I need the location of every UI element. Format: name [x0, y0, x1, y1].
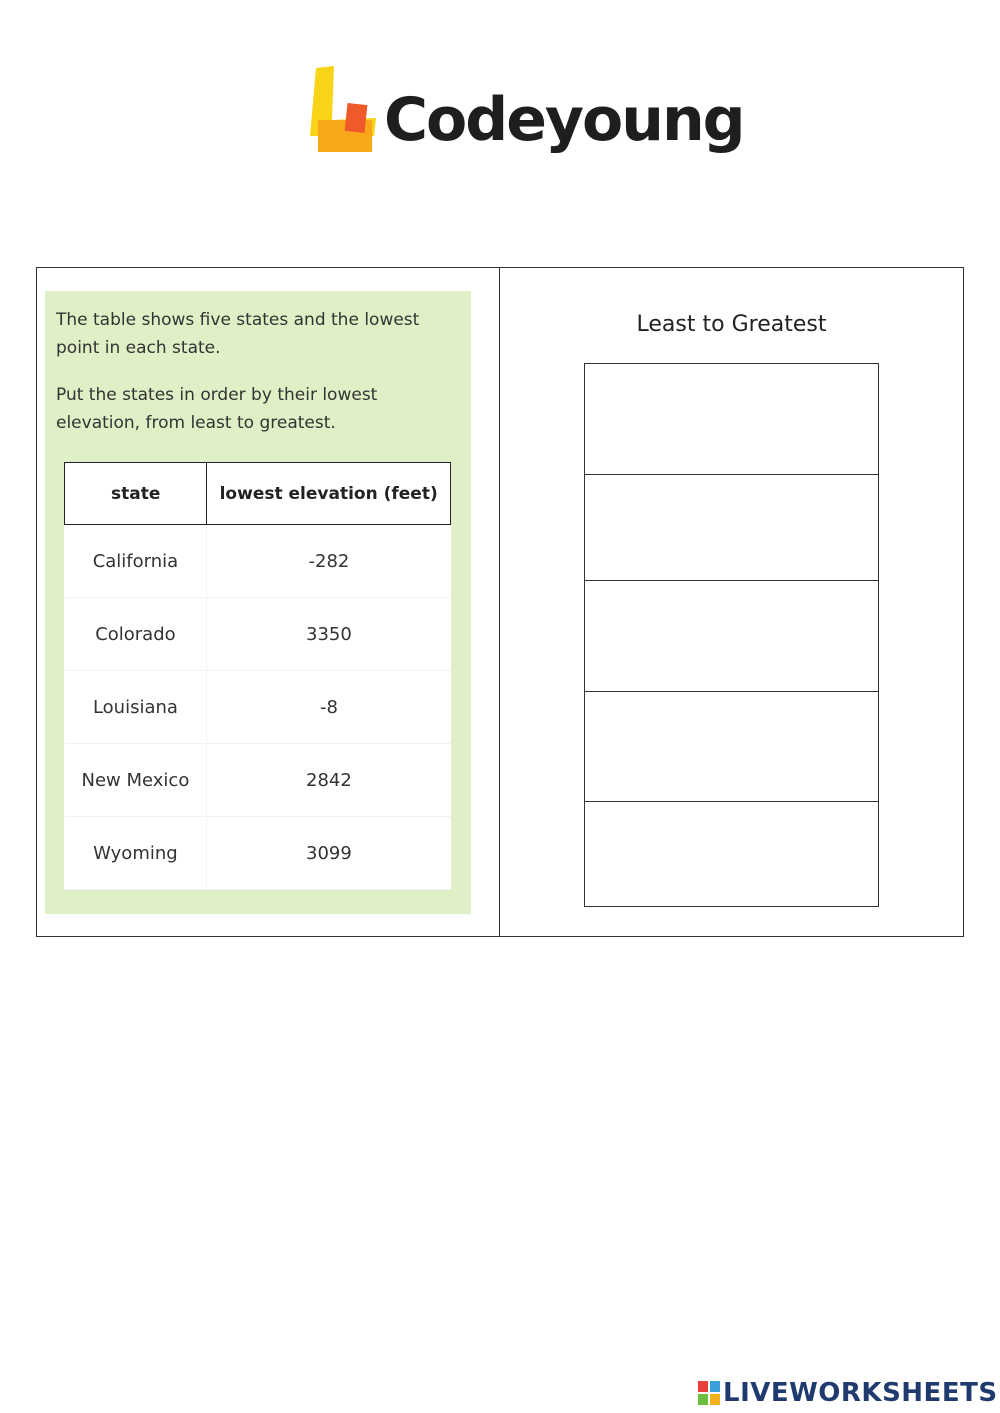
answer-drop-box-4[interactable] [585, 692, 878, 802]
liveworksheets-text: LIVEWORKSHEETS [723, 1378, 998, 1408]
answer-drop-box-2[interactable] [585, 475, 878, 581]
table-row [65, 598, 451, 671]
codeyoung-logo-mark-icon [306, 66, 376, 156]
column-divider [499, 268, 500, 936]
answer-title: Least to Greatest [636, 312, 827, 337]
elevation-table-container [64, 462, 451, 890]
elevation-cell: -8 [207, 671, 451, 744]
liveworksheets-logo-icon [698, 1381, 720, 1405]
state-cell: Colorado [65, 598, 207, 671]
elevation-table [64, 462, 451, 890]
answer-stack [584, 363, 879, 907]
elevation-cell: -282 [207, 525, 451, 598]
worksheet-frame [36, 267, 964, 937]
codeyoung-logo [306, 66, 744, 166]
state-cell: Wyoming [65, 817, 207, 890]
answer-drop-box-5[interactable] [585, 802, 878, 906]
state-cell: California [65, 525, 207, 598]
elevation-cell: 2842 [207, 744, 451, 817]
elevation-cell: 3099 [207, 817, 451, 890]
table-row [65, 671, 451, 744]
table-row [65, 817, 451, 890]
liveworksheets-brand [698, 1376, 998, 1410]
state-cell: Louisiana [65, 671, 207, 744]
table-row [65, 525, 451, 598]
answer-drop-box-3[interactable] [585, 581, 878, 692]
elevation-cell: 3350 [207, 598, 451, 671]
state-cell: New Mexico [65, 744, 207, 817]
prompt-intro: The table shows five states and the lowest point in each state. [56, 310, 420, 358]
header-elevation: lowest elevation (feet) [207, 463, 451, 525]
question-panel [45, 291, 471, 914]
brand-name: Codeyoung [384, 85, 744, 155]
table-header-row [65, 463, 451, 525]
prompt-instruction: Put the states in order by their lowest elevation, from least to greatest. [56, 385, 378, 433]
answer-drop-box-1[interactable] [585, 364, 878, 475]
header-state: state [65, 463, 207, 525]
table-row [65, 744, 451, 817]
